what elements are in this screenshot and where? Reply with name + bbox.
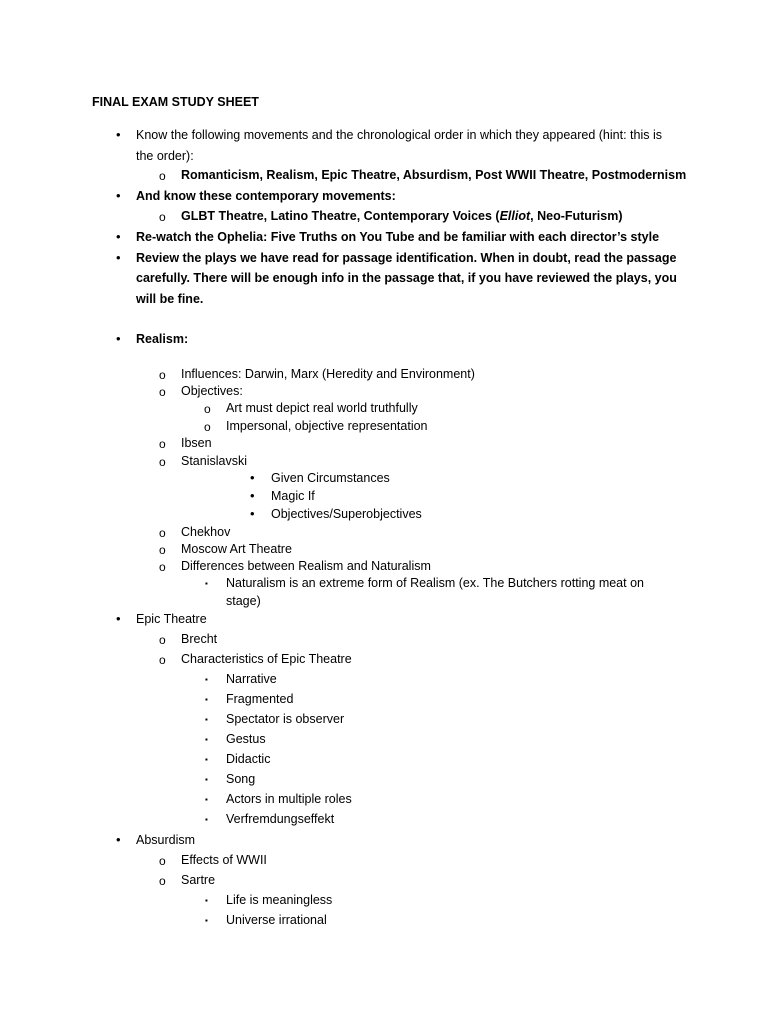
realism-chekhov: Chekhov	[181, 525, 231, 539]
stanislavski-item: Magic If	[271, 489, 315, 503]
bullet-square: ▪	[205, 675, 208, 684]
contemporary-text-after: , Neo-Futurism)	[530, 209, 623, 223]
bullet-circle: o	[159, 874, 166, 888]
naturalism-line-2: stage)	[226, 594, 261, 608]
intro-item-4-line-1: Review the plays we have read for passage identification. When in doubt, read the passage	[136, 251, 677, 265]
bullet-circle: o	[159, 633, 166, 647]
bullet-dot: •	[116, 331, 121, 346]
bullet-circle: o	[159, 368, 166, 382]
bullet-square: ▪	[205, 815, 208, 824]
page-title: FINAL EXAM STUDY SHEET	[92, 95, 259, 109]
movement-order: Romanticism, Realism, Epic Theatre, Absurdism, Post WWII Theatre, Postmodernism	[181, 168, 687, 182]
contemporary-text-before: GLBT Theatre, Latino Theatre, Contemporary Voices (	[181, 209, 500, 223]
stanislavski-item: Objectives/Superobjectives	[271, 507, 422, 521]
bullet-dot: •	[116, 250, 121, 265]
realism-objectives: Objectives:	[181, 384, 243, 398]
objective-item: Impersonal, objective representation	[226, 419, 428, 433]
bullet-square: ▪	[205, 695, 208, 704]
epic-item: Narrative	[226, 672, 277, 686]
epic-item: Song	[226, 772, 256, 786]
bullet-square: ▪	[205, 579, 208, 588]
absurdism-sartre: Sartre	[181, 873, 216, 887]
sartre-item: Life is meaningless	[226, 893, 333, 907]
intro-item-3: Re-watch the Ophelia: Five Truths on You Tube and be familiar with each director’s style	[136, 230, 660, 244]
bullet-dot: •	[250, 488, 255, 503]
bullet-square: ▪	[205, 715, 208, 724]
bullet-square: ▪	[205, 896, 208, 905]
epic-characteristics: Characteristics of Epic Theatre	[181, 652, 352, 666]
naturalism-line-1: Naturalism is an extreme form of Realism (ex. The Butchers rotting meat on	[226, 576, 644, 590]
bullet-square: ▪	[205, 775, 208, 784]
bullet-circle: o	[159, 210, 166, 224]
realism-moscow: Moscow Art Theatre	[181, 542, 292, 556]
intro-item-4-line-3: will be fine.	[136, 292, 204, 306]
absurdism-heading: Absurdism	[136, 833, 196, 847]
bullet-circle: o	[159, 455, 166, 469]
bullet-dot: •	[116, 229, 121, 244]
bullet-circle: o	[159, 560, 166, 574]
realism-influences: Influences: Darwin, Marx (Heredity and Environment)	[181, 367, 475, 381]
bullet-circle: o	[159, 653, 166, 667]
realism-heading: Realism:	[136, 332, 189, 346]
bullet-circle: o	[159, 543, 166, 557]
stanislavski-item: Given Circumstances	[271, 471, 390, 485]
bullet-dot: •	[250, 470, 255, 485]
bullet-square: ▪	[205, 795, 208, 804]
bullet-dot: •	[116, 127, 121, 142]
epic-item: Spectator is observer	[226, 712, 345, 726]
bullet-dot: •	[116, 188, 121, 203]
bullet-circle: o	[159, 385, 166, 399]
intro-item-1-line-2: the order):	[136, 149, 194, 163]
bullet-circle: o	[159, 437, 166, 451]
intro-item-1-line-1: Know the following movements and the chronological order in which they appeared (hint: this is	[136, 128, 662, 142]
objective-item: Art must depict real world truthfully	[226, 401, 418, 415]
realism-ibsen: Ibsen	[181, 436, 212, 450]
epic-heading: Epic Theatre	[136, 612, 207, 626]
bullet-circle: o	[204, 402, 211, 416]
bullet-dot: •	[116, 832, 121, 847]
realism-differences: Differences between Realism and Naturalism	[181, 559, 431, 573]
absurdism-effects: Effects of WWII	[181, 853, 267, 867]
bullet-circle: o	[159, 169, 166, 183]
bullet-square: ▪	[205, 735, 208, 744]
bullet-square: ▪	[205, 916, 208, 925]
bullet-circle: o	[159, 526, 166, 540]
realism-stanislavski: Stanislavski	[181, 454, 247, 468]
bullet-circle: o	[159, 854, 166, 868]
epic-item: Fragmented	[226, 692, 294, 706]
epic-item: Verfremdungseffekt	[226, 812, 335, 826]
sartre-item: Universe irrational	[226, 913, 327, 927]
bullet-square: ▪	[205, 755, 208, 764]
epic-item: Gestus	[226, 732, 266, 746]
contemporary-movements	[181, 207, 623, 225]
intro-item-4-line-2: carefully. There will be enough info in the passage that, if you have reviewed the plays, you	[136, 271, 677, 285]
bullet-dot: •	[250, 506, 255, 521]
epic-item: Actors in multiple roles	[226, 792, 352, 806]
intro-item-2: And know these contemporary movements:	[136, 189, 396, 203]
bullet-dot: •	[116, 611, 121, 626]
epic-item: Didactic	[226, 752, 271, 766]
epic-brecht: Brecht	[181, 632, 218, 646]
contemporary-text-italic: Elliot	[499, 209, 531, 223]
bullet-circle: o	[204, 420, 211, 434]
